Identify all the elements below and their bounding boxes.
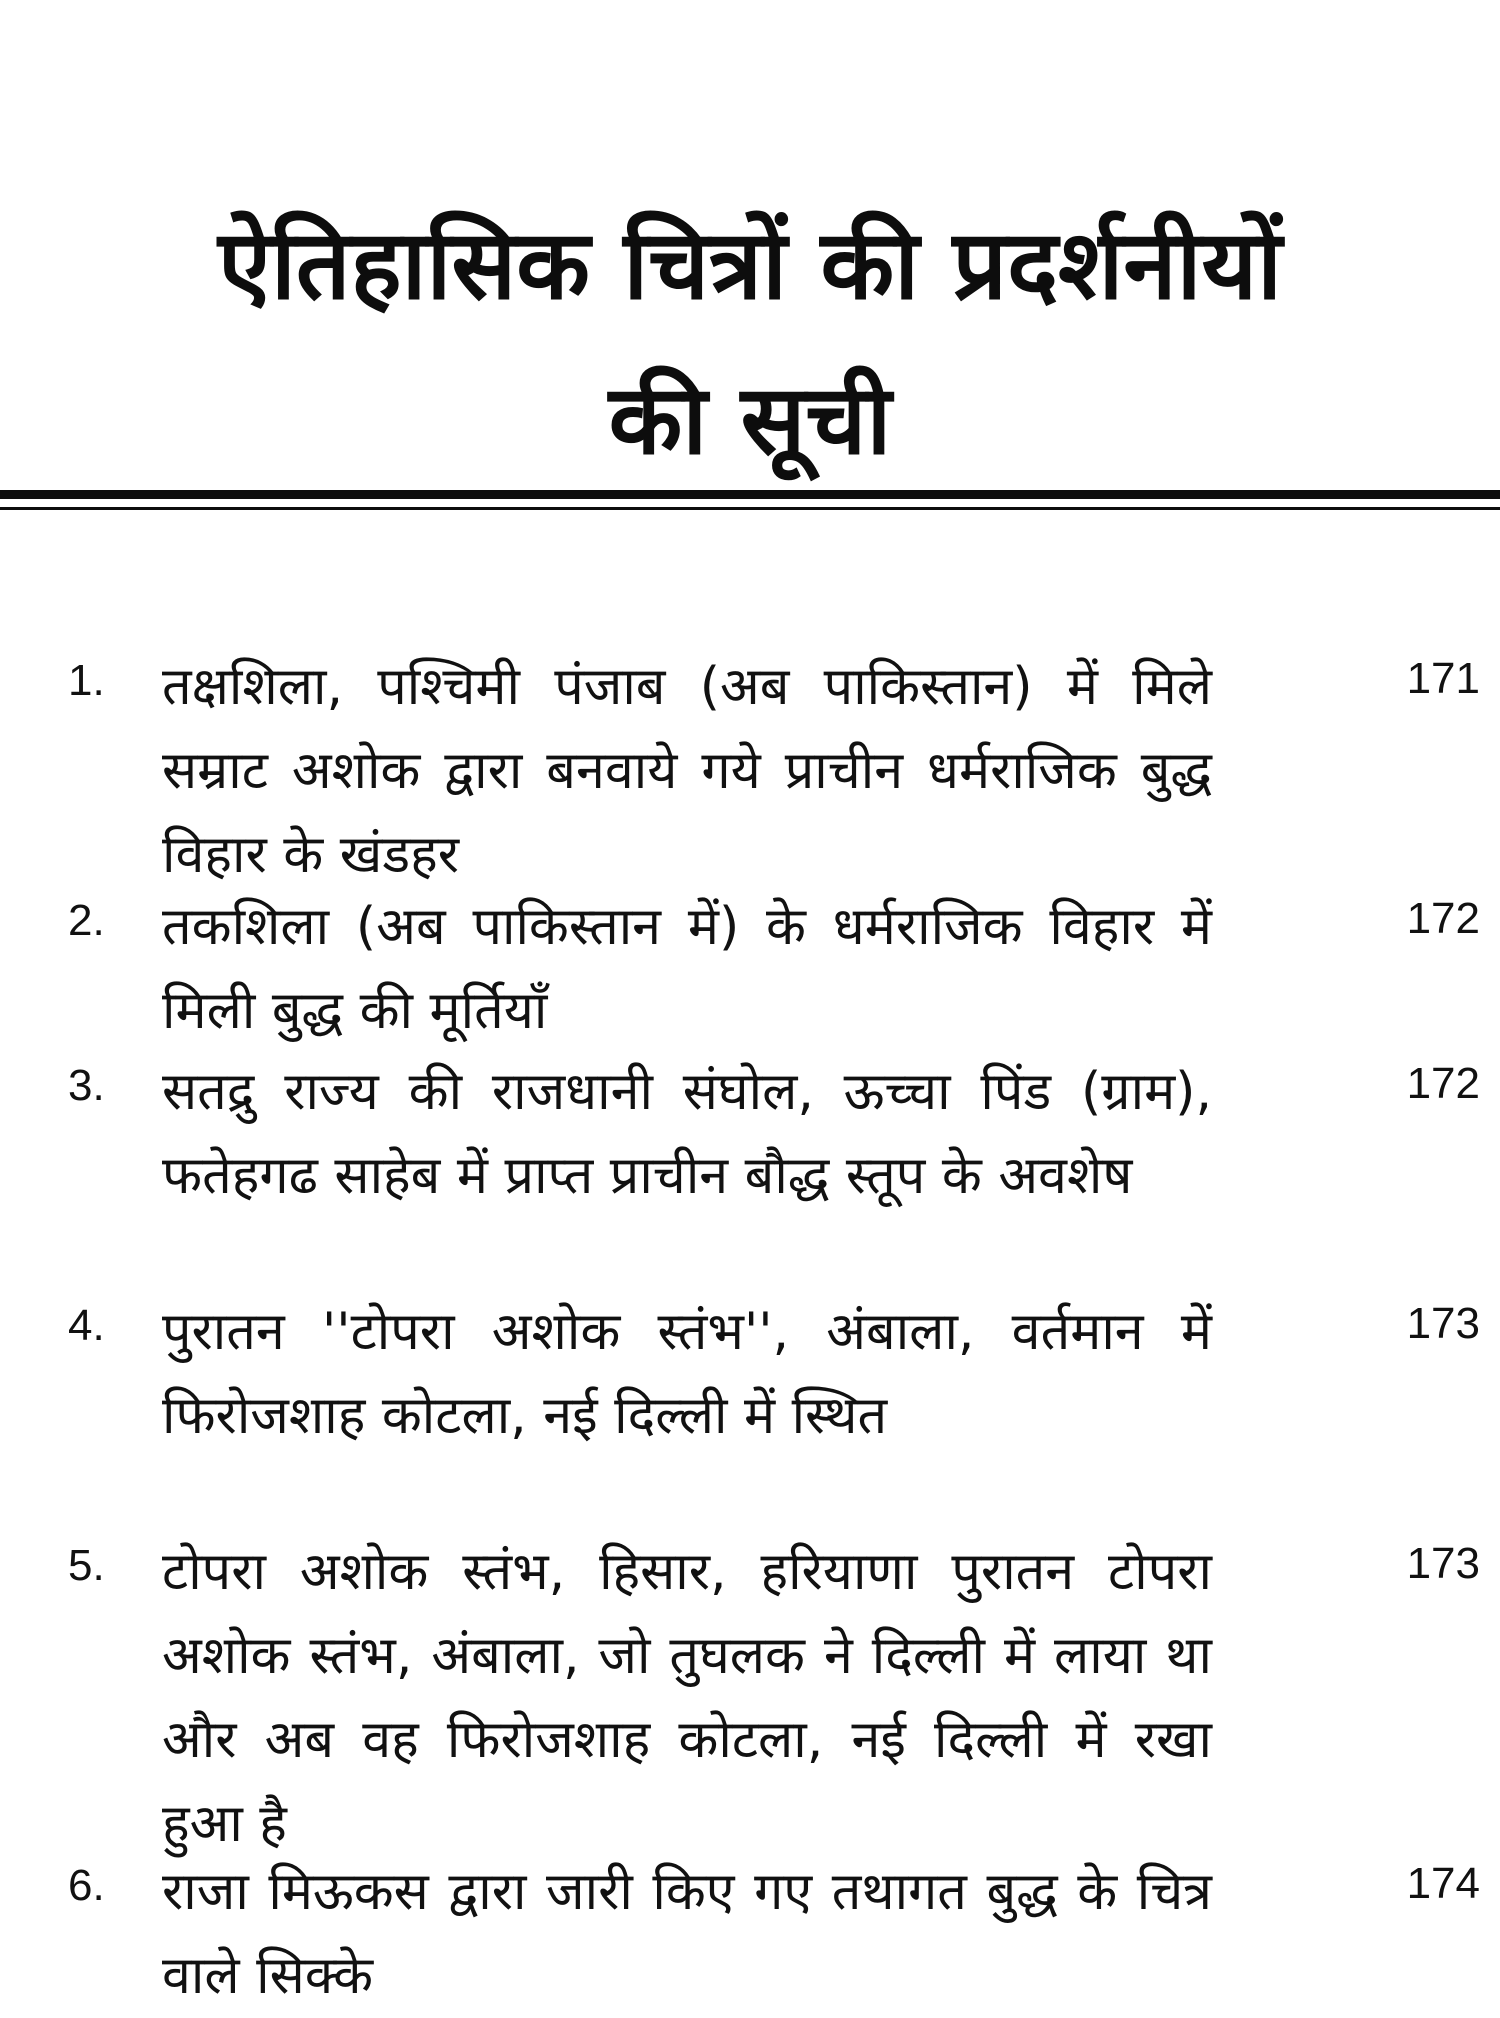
entry-text: सतद्रु राज्य की राजधानी संघोल, ऊच्चा पिंड (ग्राम), फतेहगढ साहेब में प्राप्त प्राचीन बौद्ध स्तूप के अवशेष xyxy=(162,1062,1212,1206)
entry-page-number: 172 xyxy=(1406,1059,1480,1108)
entry-text: पुरातन ''टोपरा अशोक स्तंभ'', अंबाला, वर्तमान में फिरोजशाह कोटला, नई दिल्ली में स्थित xyxy=(162,1302,1212,1446)
title-rule-thin xyxy=(0,507,1500,510)
entry-text: तक्षशिला, पश्चिमी पंजाब (अब पाकिस्तान) में मिले सम्राट अशोक द्वारा बनवाये गये प्राचीन धर्मराजिक बुद्ध विहार के खंडहर xyxy=(162,657,1212,885)
entry-number: 6. xyxy=(68,1861,105,1910)
entry-number: 1. xyxy=(68,656,105,705)
page-title-line-2: की सूची xyxy=(608,364,892,476)
entry-page-number: 171 xyxy=(1406,654,1480,703)
entry-number: 2. xyxy=(68,896,105,945)
entry-page-number: 173 xyxy=(1406,1539,1480,1588)
entry-page-number: 173 xyxy=(1406,1299,1480,1348)
entry-page-number: 174 xyxy=(1406,1859,1480,1908)
entry-number: 5. xyxy=(68,1541,105,1590)
page-title-line-1: ऐतिहासिक चित्रों की प्रदर्शनीयों xyxy=(217,209,1283,321)
entry-number: 3. xyxy=(68,1061,105,1110)
entry-text: राजा मिऊकस द्वारा जारी किए गए तथागत बुद्ध के चित्र वाले सिक्के xyxy=(162,1862,1212,2006)
entry-page-number: 172 xyxy=(1406,894,1480,943)
entry-text: टोपरा अशोक स्तंभ, हिसार, हरियाणा पुरातन टोपरा अशोक स्तंभ, अंबाला, जो तुघलक ने दिल्ली में लाया था और अब वह फिरोजशाह कोटला, नई दिल्ली में रखा हुआ है xyxy=(162,1542,1212,1854)
entry-number: 4. xyxy=(68,1301,105,1350)
title-rule-thick xyxy=(0,490,1500,499)
entry-text: तकशिला (अब पाकिस्तान में) के धर्मराजिक विहार में मिली बुद्ध की मूर्तियाँ xyxy=(162,897,1212,1041)
